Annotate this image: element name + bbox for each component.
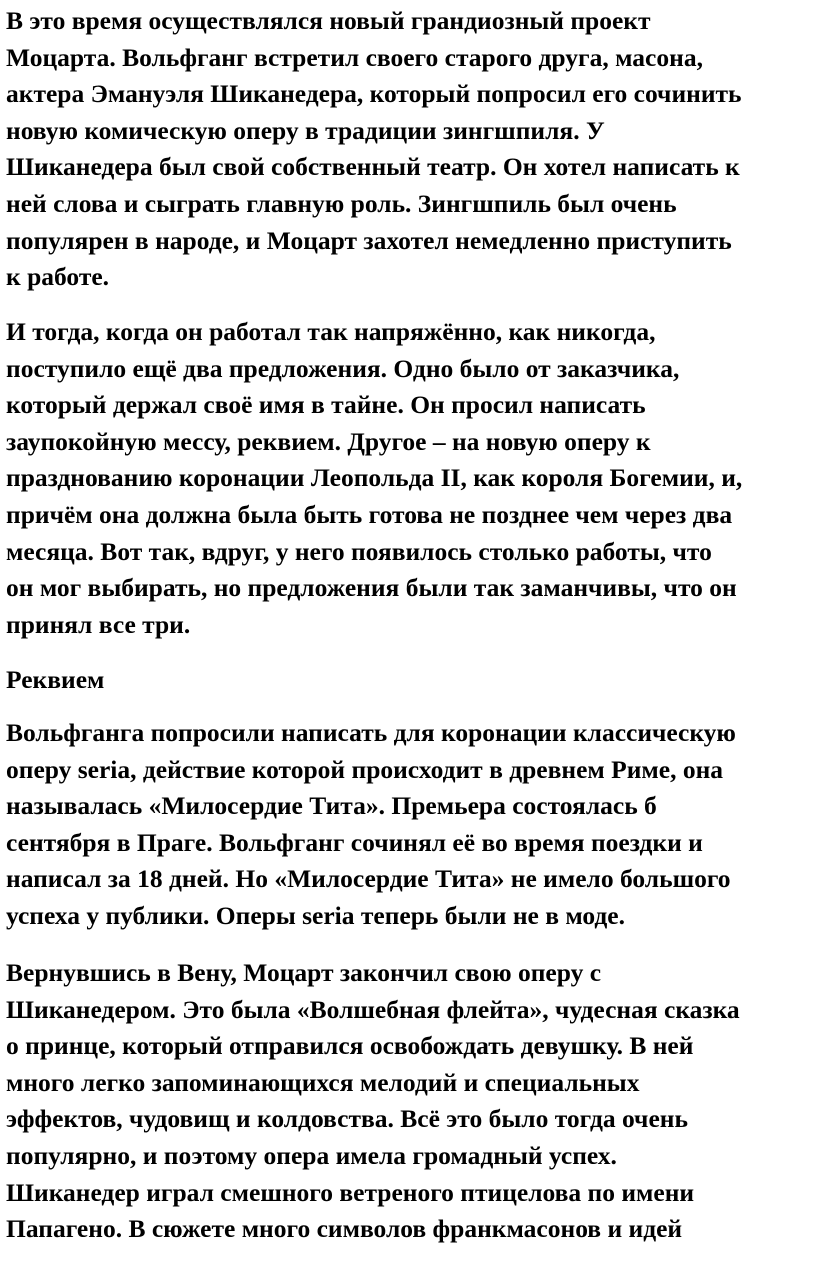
heading-text: Реквием <box>6 665 105 694</box>
text-line: много легко запоминающихся мелодий и специальных <box>6 1067 640 1097</box>
text-line: новую комическую оперу в традиции зингшпиля. У <box>6 115 605 145</box>
text-line: Папагено. В сюжете много символов франкмасонов и идей <box>6 1214 683 1244</box>
text-line: Шиканедера был свой собственный театр. Он хотел написать к <box>6 152 740 182</box>
text-line: В это время осуществлялся новый грандиозный проект <box>6 6 651 35</box>
text-line: популярно, и поэтому опера имела громадный успех. <box>6 1140 617 1170</box>
text-line: называлась «Милосердие Тита». Премьера состоялась б <box>6 791 657 821</box>
text-line: поступило ещё два предложения. Одно было от заказчика, <box>6 353 680 383</box>
paragraph-mozart-project <box>6 3 814 296</box>
text-line: Вольфганга попросили написать для коронации классическую <box>6 718 736 747</box>
text-line: популярен в народе, и Моцарт захотел немедленно приступить <box>6 225 732 255</box>
section-heading-requiem <box>6 662 814 699</box>
text-line: заупокойную мессу, реквием. Другое – на новую оперу к <box>6 426 651 456</box>
paragraph-clemency-of-titus <box>6 715 814 935</box>
text-line: Шиканедер играл смешного ветреного птицелова по имени <box>6 1177 695 1207</box>
text-line: успеха у публики. Оперы seria теперь были не в моде. <box>6 900 625 930</box>
text-line: эффектов, чудовищ и колдовства. Всё это было тогда очень <box>6 1104 688 1134</box>
text-line: Шиканедером. Это была «Волшебная флейта», чудесная сказка <box>6 994 740 1024</box>
text-line: месяца. Вот так, вдруг, у него появилось столько работы, что <box>6 536 712 566</box>
text-line: празднованию коронации Леопольда II, как короля Богемии, и, <box>6 463 743 493</box>
text-line: принял все три. <box>6 609 191 639</box>
text-line: Вернувшись в Вену, Моцарт закончил свою оперу с <box>6 958 602 987</box>
text-line: который держал своё имя в тайне. Он просил написать <box>6 390 646 420</box>
paragraph-magic-flute <box>6 955 814 1248</box>
text-line: оперу seria, действие которой происходит в древнем Риме, она <box>6 754 724 784</box>
text-line: причём она должна была быть готова не позднее чем через два <box>6 499 733 529</box>
paragraph-two-offers <box>6 314 814 643</box>
text-line: он мог выбирать, но предложения были так заманчивы, что он <box>6 573 737 603</box>
text-line: И тогда, когда он работал так напряжённо, как никогда, <box>6 317 656 346</box>
text-line: о принце, который отправился освобождать девушку. В ней <box>6 1031 694 1061</box>
text-line: актера Эмануэля Шиканедера, который попросил его сочинить <box>6 79 742 109</box>
text-line: к работе. <box>6 262 110 292</box>
text-line: написал за 18 дней. Но «Милосердие Тита» не имело большого <box>6 864 731 894</box>
text-line: сентября в Праге. Вольфганг сочинял её во время поездки и <box>6 827 703 857</box>
text-line: ней слова и сыграть главную роль. Зингшпиль был очень <box>6 188 677 218</box>
text-line: Моцарта. Вольфганг встретил своего старого друга, масона, <box>6 42 703 72</box>
